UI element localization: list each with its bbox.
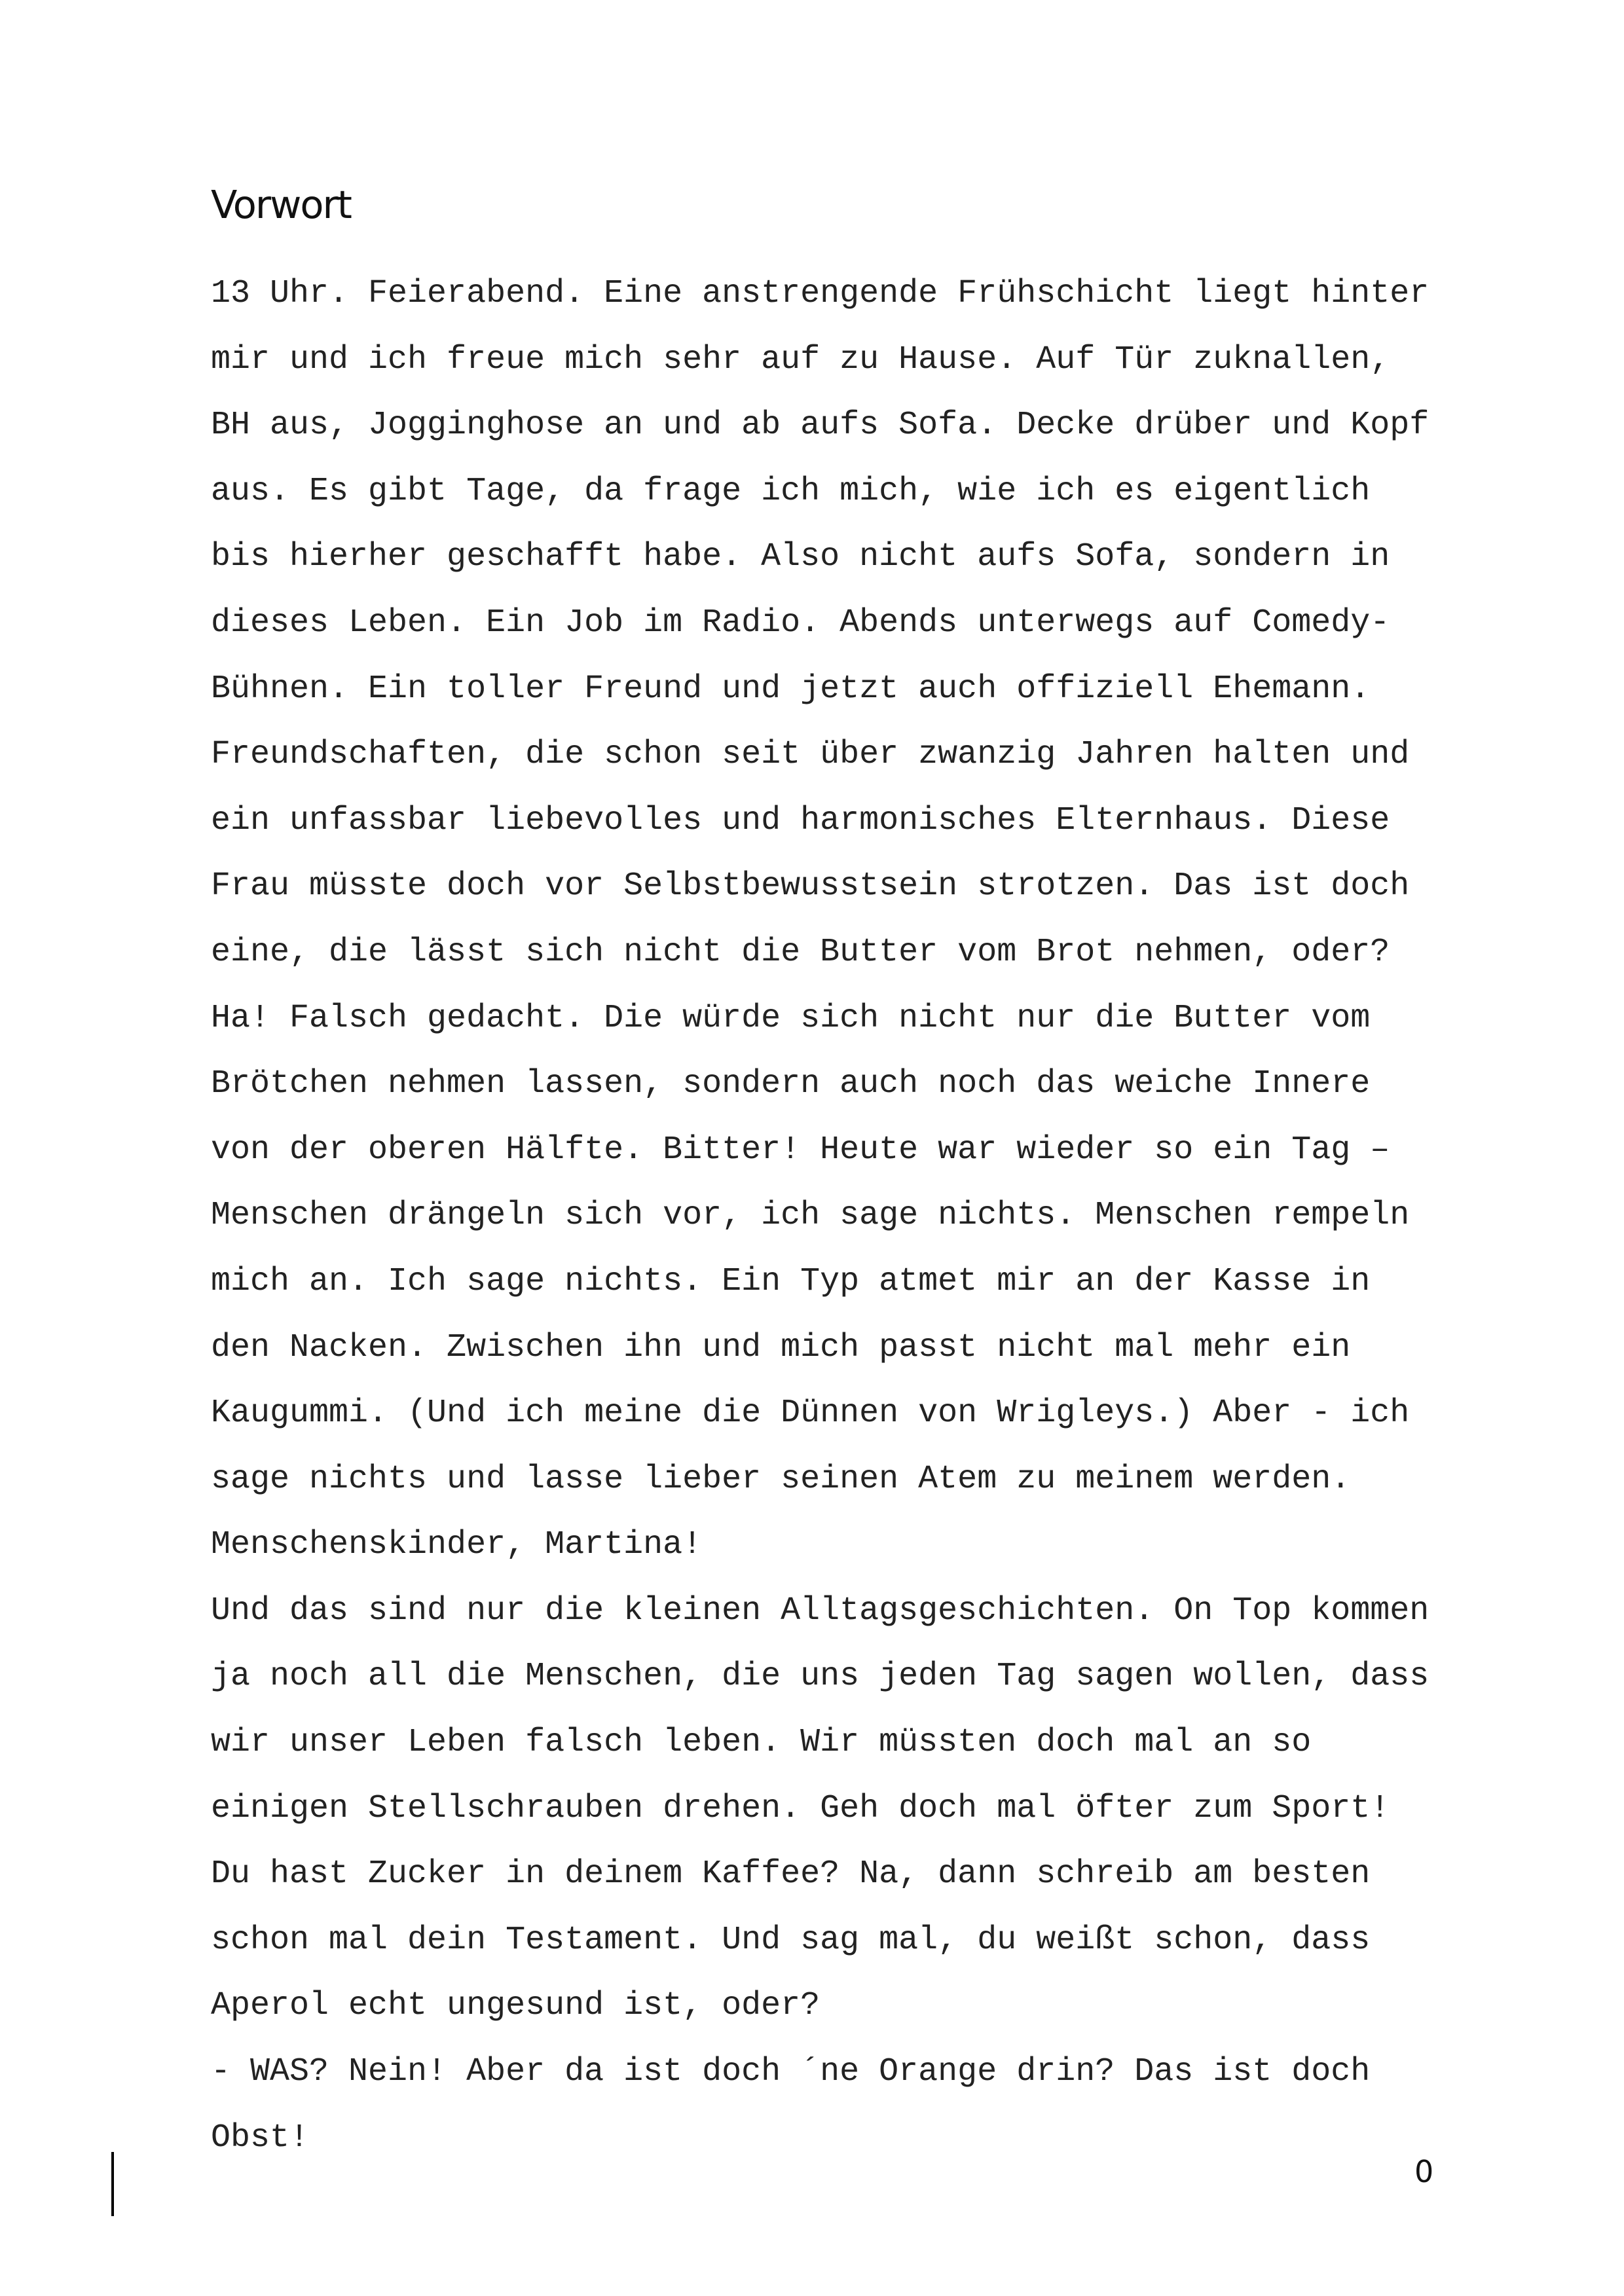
text-line: - WAS? Nein! Aber da ist doch ´ne Orange drin? Das ist doch: [211, 2053, 1371, 2091]
text-line: Frau müsste doch vor Selbstbewusstsein strotzen. Das ist doch: [211, 867, 1410, 905]
text-line: schon mal dein Testament. Und sag mal, du weißt schon, dass: [211, 1921, 1371, 1959]
text-line: dieses Leben. Ein Job im Radio. Abends unterwegs auf Comedy-: [211, 604, 1390, 642]
text-line: Freundschaften, die schon seit über zwanzig Jahren halten und: [211, 736, 1410, 774]
text-line: Menschenskinder, Martina!: [211, 1526, 703, 1564]
text-line: Du hast Zucker in deinem Kaffee? Na, dann schreib am besten: [211, 1855, 1371, 1893]
text-line: bis hierher geschafft habe. Also nicht aufs Sofa, sondern in: [211, 538, 1390, 576]
text-line: aus. Es gibt Tage, da frage ich mich, wie ich es eigentlich: [211, 472, 1371, 510]
text-line: Brötchen nehmen lassen, sondern auch noch das weiche Innere: [211, 1065, 1371, 1103]
text-line: Menschen drängeln sich vor, ich sage nichts. Menschen rempeln: [211, 1197, 1410, 1235]
text-line: Und das sind nur die kleinen Alltagsgeschichten. On Top kommen: [211, 1592, 1430, 1630]
text-line: Ha! Falsch gedacht. Die würde sich nicht nur die Butter vom: [211, 999, 1371, 1037]
text-line: den Nacken. Zwischen ihn und mich passt nicht mal mehr ein: [211, 1328, 1351, 1366]
page-number: 0: [1414, 2154, 1434, 2189]
text-line: ein unfassbar liebevolles und harmonisches Elternhaus. Diese: [211, 801, 1390, 839]
text-line: Kaugummi. (Und ich meine die Dünnen von Wrigleys.) Aber - ich: [211, 1394, 1410, 1432]
text-line: BH aus, Jogginghose an und ab aufs Sofa. Decke drüber und Kopf: [211, 407, 1430, 445]
text-line: 13 Uhr. Feierabend. Eine anstrengende Frühschicht liegt hinter: [211, 275, 1430, 312]
text-line: Aperol echt ungesund ist, oder?: [211, 1987, 821, 2025]
text-line: einigen Stellschrauben drehen. Geh doch mal öfter zum Sport!: [211, 1789, 1390, 1827]
text-line: ja noch all die Menschen, die uns jeden Tag sagen wollen, dass: [211, 1658, 1430, 1696]
text-line: mich an. Ich sage nichts. Ein Typ atmet mir an der Kasse in: [211, 1262, 1371, 1300]
text-line: sage nichts und lasse lieber seinen Atem zu meinem werden.: [211, 1460, 1351, 1498]
text-line: eine, die lässt sich nicht die Butter vom Brot nehmen, oder?: [211, 933, 1390, 971]
chapter-heading: Vorwort: [211, 182, 351, 227]
body-text: [211, 261, 1455, 2171]
text-cursor-bar: [111, 2152, 114, 2216]
text-line: mir und ich freue mich sehr auf zu Hause. Auf Tür zuknallen,: [211, 340, 1390, 378]
text-line: von der oberen Hälfte. Bitter! Heute war wieder so ein Tag –: [211, 1131, 1390, 1169]
text-line: wir unser Leben falsch leben. Wir müssten doch mal an so: [211, 1724, 1312, 1762]
text-line: Obst!: [211, 2119, 310, 2157]
text-line: Bühnen. Ein toller Freund und jetzt auch offiziell Ehemann.: [211, 670, 1371, 708]
